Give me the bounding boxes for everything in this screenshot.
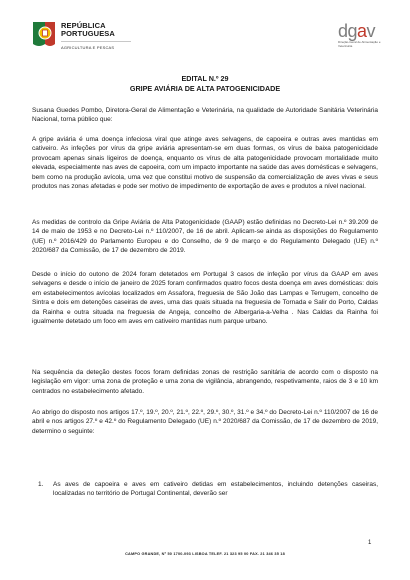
paragraph-outbreaks: Desde o início do outono de 2024 foram detetados em Portugal 3 casos de infeção por vírus da GAAP em aves selvagens e desde o início de janeiro de 2025 foram confirmados quatro focos desta doença em aves domésticas: dois em estabelecimentos avícolas localizados em Assafora, freguesia de São João das Lampas e Terrugem, concelho de Sintra e dois em detenções caseiras de aves, uma das quais situada na freguesia de Tornada e Salir do Porto, Caldas da Rainha e outra situada na freguesia de Angeja, concelho de Albergaria-a-Velha . Nas Caldas da Rainha foi igualmente detetado um foco em aves em cativeiro mantidas num parque urbano. xyxy=(32,271,378,326)
dgav-subtitle: Direção-Geral de Alimentação e Veterinária xyxy=(338,40,381,48)
logo-portuguesa-text: PORTUGUESA xyxy=(61,28,115,38)
list-item-text: As aves de capoeira e aves em cativeiro detidas em estabelecimentos, incluindo detenções caseiras, localizadas no território de Portugal Continental, deverão ser xyxy=(53,481,378,498)
dgav-mark-accent: a xyxy=(357,21,367,41)
dgav-logo xyxy=(338,22,388,58)
dgav-mark-suffix: v xyxy=(366,21,376,41)
edital-subtitle: GRIPE AVIÁRIA DE ALTA PATOGENICIDADE xyxy=(129,84,281,93)
dgav-wordmark xyxy=(338,22,388,40)
paragraph-intro: Susana Guedes Pombo, Diretora-Geral de Alimentação e Veterinária, na qualidade de Autoridade Sanitária Veterinária Nacional, torna público que: xyxy=(32,107,378,124)
republica-portuguesa-logo xyxy=(31,20,131,54)
list-item-number: 1. xyxy=(38,481,44,488)
portuguese-emblem-icon xyxy=(31,20,57,50)
list-item xyxy=(32,480,378,499)
logo-divider xyxy=(61,41,131,42)
edital-title: EDITAL N.º 29 xyxy=(181,74,229,83)
footer-address: CAMPO GRANDE, Nº 50 1700-093 LISBOA TELEF. 21 323 95 00 FAX. 21 346 35 18 xyxy=(125,552,285,556)
determination-list xyxy=(32,480,378,499)
dgav-mark-prefix: dg xyxy=(338,21,358,41)
paragraph-legislation: As medidas de controlo da Gripe Aviária de Alta Patogenicidade (GAAP) estão definidas no Decreto-Lei n.º 39.209 de 14 de maio de 1953 e no Decreto-Lei n.º 110/2007, de 16 de abril. Aplicam-se ainda as disposições do Regulamento (UE) n.º 2016/429 do Parlamento Europeu e do Conselho, de 9 de março e do Regulamento Delegado (UE) n.º 2020/687 da Comissão, de 17 de dezembro de 2019. xyxy=(32,219,378,255)
paragraph-determination: Ao abrigo do disposto nos artigos 17.º, 19.º, 20.º, 21.º, 22.º, 29.º, 30.º, 31.º e 34.º do Decreto-Lei n.º 110/2007 de 16 de abril e nos artigos 27.º e 42.º do Regulamento Delegado (UE) n.º 2020/687 da Comissão, de 17 de dezembro de 2019, determino o seguinte: xyxy=(32,409,378,435)
paragraph-disease-description: A gripe aviária é uma doença infeciosa viral que atinge aves selvagens, de capoeira e outras aves mantidas em cativeiro. As infeções por vírus da gripe aviária apresentam-se em duas formas, os vírus de baixa patogenicidade provocam apenas sinais ligeiros de doença, enquanto os vírus de alta patogenicidade provocam mortalidade muito elevada, especialmente nas aves de capoeira, com um impacto importante na saúde das aves domésticas e selvagens, bem como na produção avícola, uma vez que constitui motivo de suspensão da comercialização de aves vivas e seus produtos nas zonas afetadas e pode ser motivo de impedimento de exportação de aves e produtos a nível nacional. xyxy=(32,136,378,191)
logo-republica-text: REPÚBLICA xyxy=(61,21,106,30)
paragraph-restriction-zones: Na sequência da deteção destes focos foram definidas zonas de restrição sanitária de acordo com o disposto na legislação em vigor: uma zona de proteção e uma zona de vigilância, abrangendo, respetivamente, raios de 3 e 10 km centrados no estabelecimento afetado. xyxy=(32,369,378,395)
page-number: 1 xyxy=(368,540,372,546)
logo-ministry-text: AGRICULTURA E PESCAS xyxy=(61,45,115,50)
